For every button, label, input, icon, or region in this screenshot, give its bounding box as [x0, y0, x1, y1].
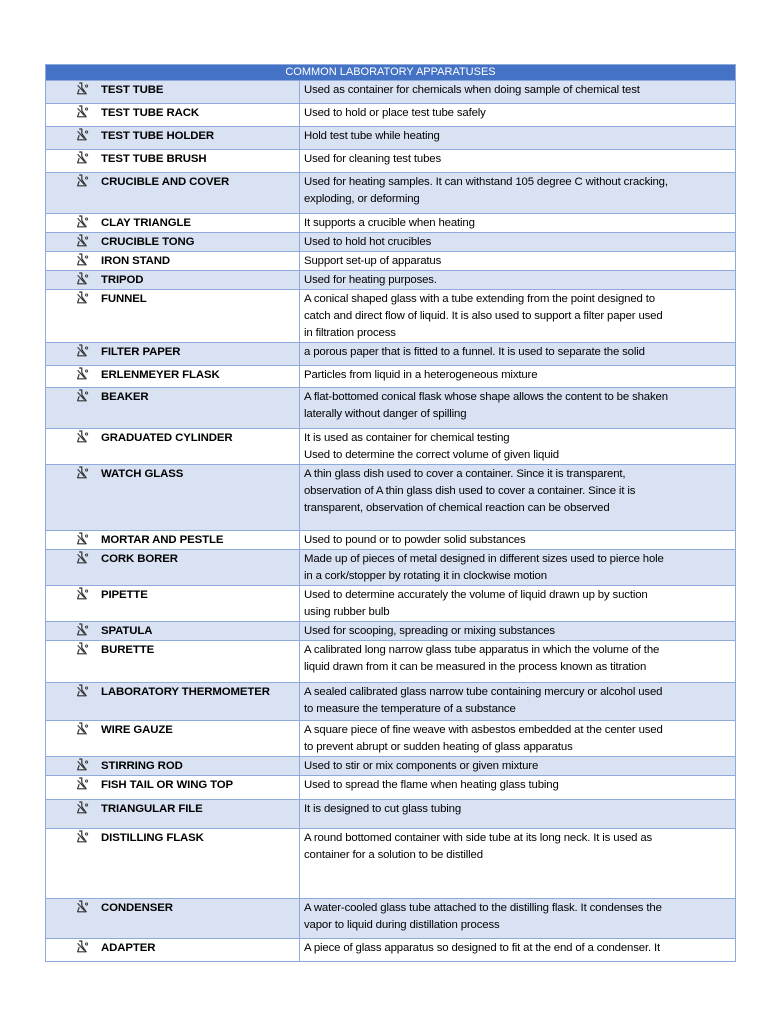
table-title: COMMON LABORATORY APPARATUSES [46, 65, 736, 81]
description-line: Used to stir or mix components or given mixture [304, 760, 539, 772]
apparatus-name-cell [46, 271, 300, 290]
flask-bullet-icon [76, 722, 90, 735]
table-row [46, 104, 736, 127]
apparatus-name: CRUCIBLE TONG [101, 236, 195, 248]
apparatus-description-cell [300, 343, 736, 366]
description-line: to prevent abrupt or sudden heating of glass apparatus [304, 741, 573, 753]
description-line: to measure the temperature of a substance [304, 703, 516, 715]
apparatus-description-cell [300, 127, 736, 150]
table-title-row [46, 65, 736, 81]
apparatus-name: TRIANGULAR FILE [101, 803, 203, 815]
description-line: Support set-up of apparatus [304, 255, 442, 267]
apparatus-description-cell [300, 800, 736, 829]
table-body [46, 81, 736, 962]
description-line: container for a solution to be distilled [304, 849, 483, 861]
apparatus-description-cell [300, 173, 736, 214]
description-line: Used for heating purposes. [304, 274, 437, 286]
description-line: A water-cooled glass tube attached to the distilling flask. It condenses the [304, 902, 662, 914]
description-line: A piece of glass apparatus so designed to fit at the end of a condenser. It [304, 942, 661, 954]
apparatus-name-cell [46, 800, 300, 829]
apparatus-description-cell [300, 388, 736, 429]
table-row [46, 271, 736, 290]
flask-bullet-icon [76, 105, 90, 118]
description-line: Used to determine the correct volume of given liquid [304, 449, 559, 461]
flask-bullet-icon [76, 830, 90, 843]
apparatus-name: FISH TAIL OR WING TOP [101, 779, 234, 791]
table-row [46, 586, 736, 622]
description-line: Used to hold or place test tube safely [304, 107, 486, 119]
table-row [46, 81, 736, 104]
flask-bullet-icon [76, 777, 90, 790]
apparatus-description-cell [300, 81, 736, 104]
apparatus-name: ERLENMEYER FLASK [101, 369, 220, 381]
apparatus-name-cell [46, 343, 300, 366]
apparatus-description-cell [300, 721, 736, 757]
apparatus-description-cell [300, 757, 736, 776]
apparatus-name: BEAKER [101, 391, 149, 403]
description-line: Hold test tube while heating [304, 130, 440, 142]
apparatus-name: WATCH GLASS [101, 468, 184, 480]
description-line: Used to determine accurately the volume of liquid drawn up by suction [304, 589, 648, 601]
apparatus-name-cell [46, 214, 300, 233]
apparatus-name-cell [46, 531, 300, 550]
description-line: liquid drawn from it can be measured in the process known as titration [304, 661, 647, 673]
apparatus-name-cell [46, 641, 300, 683]
flask-bullet-icon [76, 430, 90, 443]
table-row [46, 939, 736, 962]
apparatus-description-cell [300, 776, 736, 800]
table-row [46, 252, 736, 271]
apparatus-name-cell [46, 721, 300, 757]
apparatus-name-cell [46, 252, 300, 271]
apparatus-name: WIRE GAUZE [101, 724, 173, 736]
flask-bullet-icon [76, 291, 90, 304]
flask-bullet-icon [76, 466, 90, 479]
description-line: It is designed to cut glass tubing [304, 803, 461, 815]
flask-bullet-icon [76, 758, 90, 771]
table-row [46, 388, 736, 429]
table-row [46, 829, 736, 899]
apparatus-description-cell [300, 150, 736, 173]
description-line: Used for scooping, spreading or mixing substances [304, 625, 555, 637]
apparatus-name: MORTAR AND PESTLE [101, 534, 224, 546]
apparatus-description-cell [300, 622, 736, 641]
description-line: transparent, observation of chemical reaction can be observed [304, 502, 610, 514]
description-line: A conical shaped glass with a tube extending from the point designed to [304, 293, 655, 305]
flask-bullet-icon [76, 551, 90, 564]
apparatus-description-cell [300, 214, 736, 233]
apparatus-description-cell [300, 550, 736, 586]
apparatus-name: TEST TUBE HOLDER [101, 130, 214, 142]
flask-bullet-icon [76, 801, 90, 814]
table-row [46, 641, 736, 683]
flask-bullet-icon [76, 684, 90, 697]
apparatus-name-cell [46, 586, 300, 622]
apparatus-description-cell [300, 829, 736, 899]
flask-bullet-icon [76, 344, 90, 357]
description-line: A thin glass dish used to cover a container. Since it is transparent, [304, 468, 626, 480]
apparatus-description-cell [300, 366, 736, 388]
apparatus-description-cell [300, 586, 736, 622]
flask-bullet-icon [76, 623, 90, 636]
apparatus-name: ADAPTER [101, 942, 156, 954]
apparatus-name-cell [46, 776, 300, 800]
apparatus-name: BURETTE [101, 644, 155, 656]
flask-bullet-icon [76, 174, 90, 187]
apparatus-description-cell [300, 899, 736, 939]
description-line: using rubber bulb [304, 606, 390, 618]
table-row [46, 683, 736, 721]
apparatus-description-cell [300, 252, 736, 271]
table-row [46, 429, 736, 465]
flask-bullet-icon [76, 151, 90, 164]
apparatus-name: GRADUATED CYLINDER [101, 432, 233, 444]
apparatus-description-cell [300, 233, 736, 252]
flask-bullet-icon [76, 215, 90, 228]
description-line: vapor to liquid during distillation process [304, 919, 500, 931]
flask-bullet-icon [76, 389, 90, 402]
apparatus-description-cell [300, 683, 736, 721]
flask-bullet-icon [76, 253, 90, 266]
table-row [46, 233, 736, 252]
table-row [46, 173, 736, 214]
table-row [46, 622, 736, 641]
apparatus-name-cell [46, 150, 300, 173]
apparatus-name-cell [46, 233, 300, 252]
apparatus-description-cell [300, 465, 736, 531]
apparatus-name: LABORATORY THERMOMETER [101, 686, 270, 698]
apparatus-name-cell [46, 104, 300, 127]
description-line: Used for cleaning test tubes [304, 153, 441, 165]
description-line: in a cork/stopper by rotating it in clockwise motion [304, 570, 547, 582]
apparatus-name: DISTILLING FLASK [101, 832, 204, 844]
apparatus-name: FUNNEL [101, 293, 147, 305]
flask-bullet-icon [76, 367, 90, 380]
description-line: Used to hold hot crucibles [304, 236, 432, 248]
table-row [46, 757, 736, 776]
description-line: A round bottomed container with side tube at its long neck. It is used as [304, 832, 653, 844]
apparatus-name-cell [46, 366, 300, 388]
flask-bullet-icon [76, 900, 90, 913]
apparatus-name: TEST TUBE RACK [101, 107, 199, 119]
description-line: It is used as container for chemical testing [304, 432, 510, 444]
apparatus-name-cell [46, 465, 300, 531]
table-row [46, 465, 736, 531]
flask-bullet-icon [76, 82, 90, 95]
apparatus-name: IRON STAND [101, 255, 171, 267]
table-row [46, 550, 736, 586]
apparatus-description-cell [300, 939, 736, 962]
apparatus-description-cell [300, 271, 736, 290]
flask-bullet-icon [76, 234, 90, 247]
table-row [46, 531, 736, 550]
apparatus-name: CRUCIBLE AND COVER [101, 176, 230, 188]
apparatus-name-cell [46, 899, 300, 939]
apparatus-name-cell [46, 290, 300, 343]
apparatus-name-cell [46, 81, 300, 104]
table-row [46, 366, 736, 388]
description-line: in filtration process [304, 327, 396, 339]
apparatus-name-cell [46, 939, 300, 962]
flask-bullet-icon [76, 940, 90, 953]
description-line: laterally without danger of spilling [304, 408, 467, 420]
description-line: It supports a crucible when heating [304, 217, 475, 229]
table-row [46, 800, 736, 829]
description-line: observation of A thin glass dish used to cover a container. Since it is [304, 485, 636, 497]
apparatus-name-cell [46, 388, 300, 429]
apparatus-name: TEST TUBE [101, 84, 164, 96]
flask-bullet-icon [76, 532, 90, 545]
table-row [46, 214, 736, 233]
description-line: A sealed calibrated glass narrow tube containing mercury or alcohol used [304, 686, 663, 698]
apparatus-name: SPATULA [101, 625, 153, 637]
table-row [46, 150, 736, 173]
apparatus-name: TEST TUBE BRUSH [101, 153, 207, 165]
apparatus-name: FILTER PAPER [101, 346, 181, 358]
flask-bullet-icon [76, 128, 90, 141]
description-line: exploding, or deforming [304, 193, 420, 205]
apparatus-name-cell [46, 173, 300, 214]
apparatus-table [45, 64, 736, 962]
apparatus-description-cell [300, 290, 736, 343]
table-row [46, 899, 736, 939]
description-line: catch and direct flow of liquid. It is also used to support a filter paper used [304, 310, 663, 322]
description-line: Particles from liquid in a heterogeneous mixture [304, 369, 538, 381]
description-line: A calibrated long narrow glass tube apparatus in which the volume of the [304, 644, 660, 656]
description-line: a porous paper that is fitted to a funnel. It is used to separate the solid [304, 346, 645, 358]
apparatus-description-cell [300, 104, 736, 127]
apparatus-name: STIRRING ROD [101, 760, 183, 772]
apparatus-name-cell [46, 757, 300, 776]
description-line: Made up of pieces of metal designed in different sizes used to pierce hole [304, 553, 664, 565]
description-line: A flat-bottomed conical flask whose shape allows the content to be shaken [304, 391, 668, 403]
flask-bullet-icon [76, 272, 90, 285]
table-row [46, 290, 736, 343]
apparatus-name-cell [46, 829, 300, 899]
apparatus-name: PIPETTE [101, 589, 148, 601]
apparatus-name-cell [46, 622, 300, 641]
apparatus-name: CORK BORER [101, 553, 178, 565]
apparatus-name-cell [46, 683, 300, 721]
apparatus-name-cell [46, 550, 300, 586]
description-line: Used to pound or to powder solid substances [304, 534, 526, 546]
apparatus-name: CLAY TRIANGLE [101, 217, 191, 229]
table-row [46, 776, 736, 800]
apparatus-name-cell [46, 429, 300, 465]
description-line: Used to spread the flame when heating glass tubing [304, 779, 559, 791]
apparatus-name: CONDENSER [101, 902, 173, 914]
table-row [46, 127, 736, 150]
description-line: Used as container for chemicals when doing sample of chemical test [304, 84, 640, 96]
apparatus-description-cell [300, 429, 736, 465]
flask-bullet-icon [76, 587, 90, 600]
apparatus-name-cell [46, 127, 300, 150]
apparatus-description-cell [300, 531, 736, 550]
apparatus-description-cell [300, 641, 736, 683]
table-row [46, 343, 736, 366]
description-line: A square piece of fine weave with asbestos embedded at the center used [304, 724, 663, 736]
apparatus-name: TRIPOD [101, 274, 144, 286]
table-row [46, 721, 736, 757]
description-line: Used for heating samples. It can withstand 105 degree C without cracking, [304, 176, 668, 188]
flask-bullet-icon [76, 642, 90, 655]
